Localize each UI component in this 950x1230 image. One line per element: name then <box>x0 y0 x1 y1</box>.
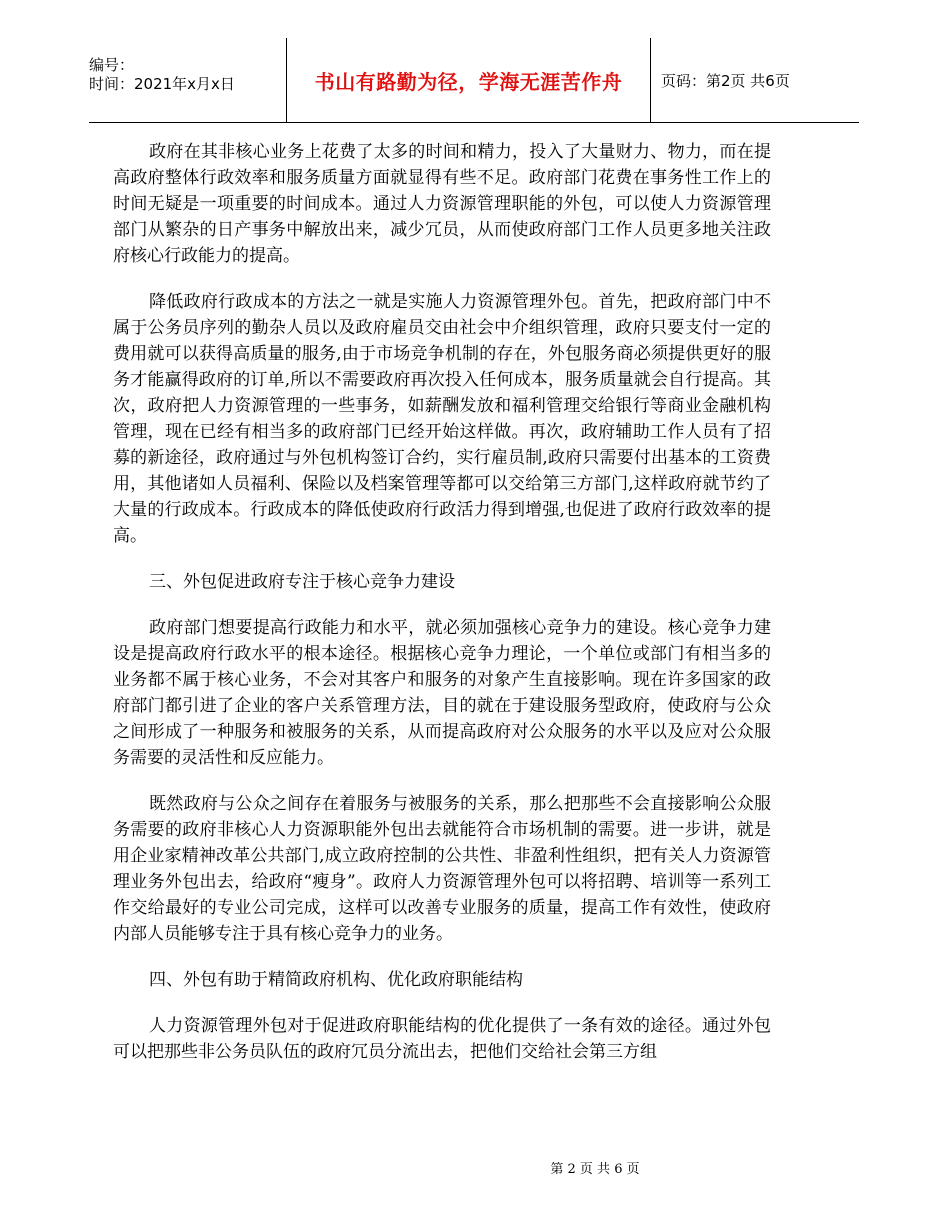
header-page-label: 页码：第2页 共6页 <box>661 71 790 90</box>
paragraph: 既然政府与公众之间存在着服务与被服务的关系，那么把那些不会直接影响公众服务需要的政府非核心人力资源职能外包出去就能符合市场机制的需要。进一步讲，就是用企业家精神改革公共部门,成立政府控制的公共性、非盈利性组织，把有关人力资源管理业务外包出去，给政府“瘦身”。政府人力资源管理外包可以将招聘、培训等一系列工作交给最好的专业公司完成，这样可以改善专业服务的质量，提高工作有效性，使政府内部人员能够专注于具有核心竞争力的业务。 <box>113 794 771 944</box>
document-body <box>113 139 771 1085</box>
paragraph: 降低政府行政成本的方法之一就是实施人力资源管理外包。首先，把政府部门中不属于公务员序列的勤杂人员以及政府雇员交由社会中介组织管理，政府只要支付一定的费用就可以获得高质量的服务,由于市场竞争机制的存在，外包服务商必须提供更好的服务才能赢得政府的订单,所以不需要政府再次投入任何成本，服务质量就会自行提高。其次，政府把人力资源管理的一些事务，如薪酬发放和福利管理交给银行等商业金融机构管理，现在已经有相当多的政府部门已经开始这样做。再次，政府辅助工作人员有了招募的新途径，政府通过与外包机构签订合约，实行雇员制,政府只需要付出基本的工资费用，其他诸如人员福利、保险以及档案管理等都可以交给第三方部门,这样政府就节约了大量的行政成本。行政成本的降低使政府行政活力得到增强,也促进了政府行政效率的提高。 <box>113 292 771 546</box>
number-label: 编号： <box>89 56 135 74</box>
footer-page-number: 第 2 页 共 6 页 <box>550 1162 640 1177</box>
section-heading: 四、外包有助于精简政府机构、优化政府职能结构 <box>149 970 523 990</box>
header-motto: 书山有路勤为径，学海无涯苦作舟 <box>286 38 651 122</box>
paragraph: 政府部门想要提高行政能力和水平，就必须加强核心竞争力的建设。核心竞争力建设是提高政府行政水平的根本途径。根据核心竞争力理论，一个单位或部门有相当多的业务都不属于核心业务，不会对其客户和服务的对象产生直接影响。现在许多国家的政府部门都引进了企业的客户关系管理方法，目的就在于建设服务型政府，使政府与公众之间形成了一种服务和被服务的关系，从而提高政府对公众服务的水平以及应对公众服务需要的灵活性和反应能力。 <box>113 618 771 768</box>
paragraph: 政府在其非核心业务上花费了太多的时间和精力，投入了大量财力、物力，而在提高政府整体行政效率和服务质量方面就显得有些不足。政府部门花费在事务性工作上的时间无疑是一项重要的时间成本。通过人力资源管理职能的外包，可以使人力资源管理部门从繁杂的日产事务中解放出来，减少冗员，从而使政府部门工作人员更多地关注政府核心行政能力的提高。 <box>113 142 771 266</box>
page-header <box>89 38 859 123</box>
time-label: 时间：2021年x月x日 <box>89 75 235 93</box>
paragraph: 人力资源管理外包对于促进政府职能结构的优化提供了一条有效的途径。通过外包可以把那些非公务员队伍的政府冗员分流出去，把他们交给社会第三方组 <box>113 1016 771 1062</box>
section-heading: 三、外包促进政府专注于核心竞争力建设 <box>149 572 455 592</box>
header-meta <box>89 38 286 122</box>
page-footer <box>0 1158 950 1177</box>
